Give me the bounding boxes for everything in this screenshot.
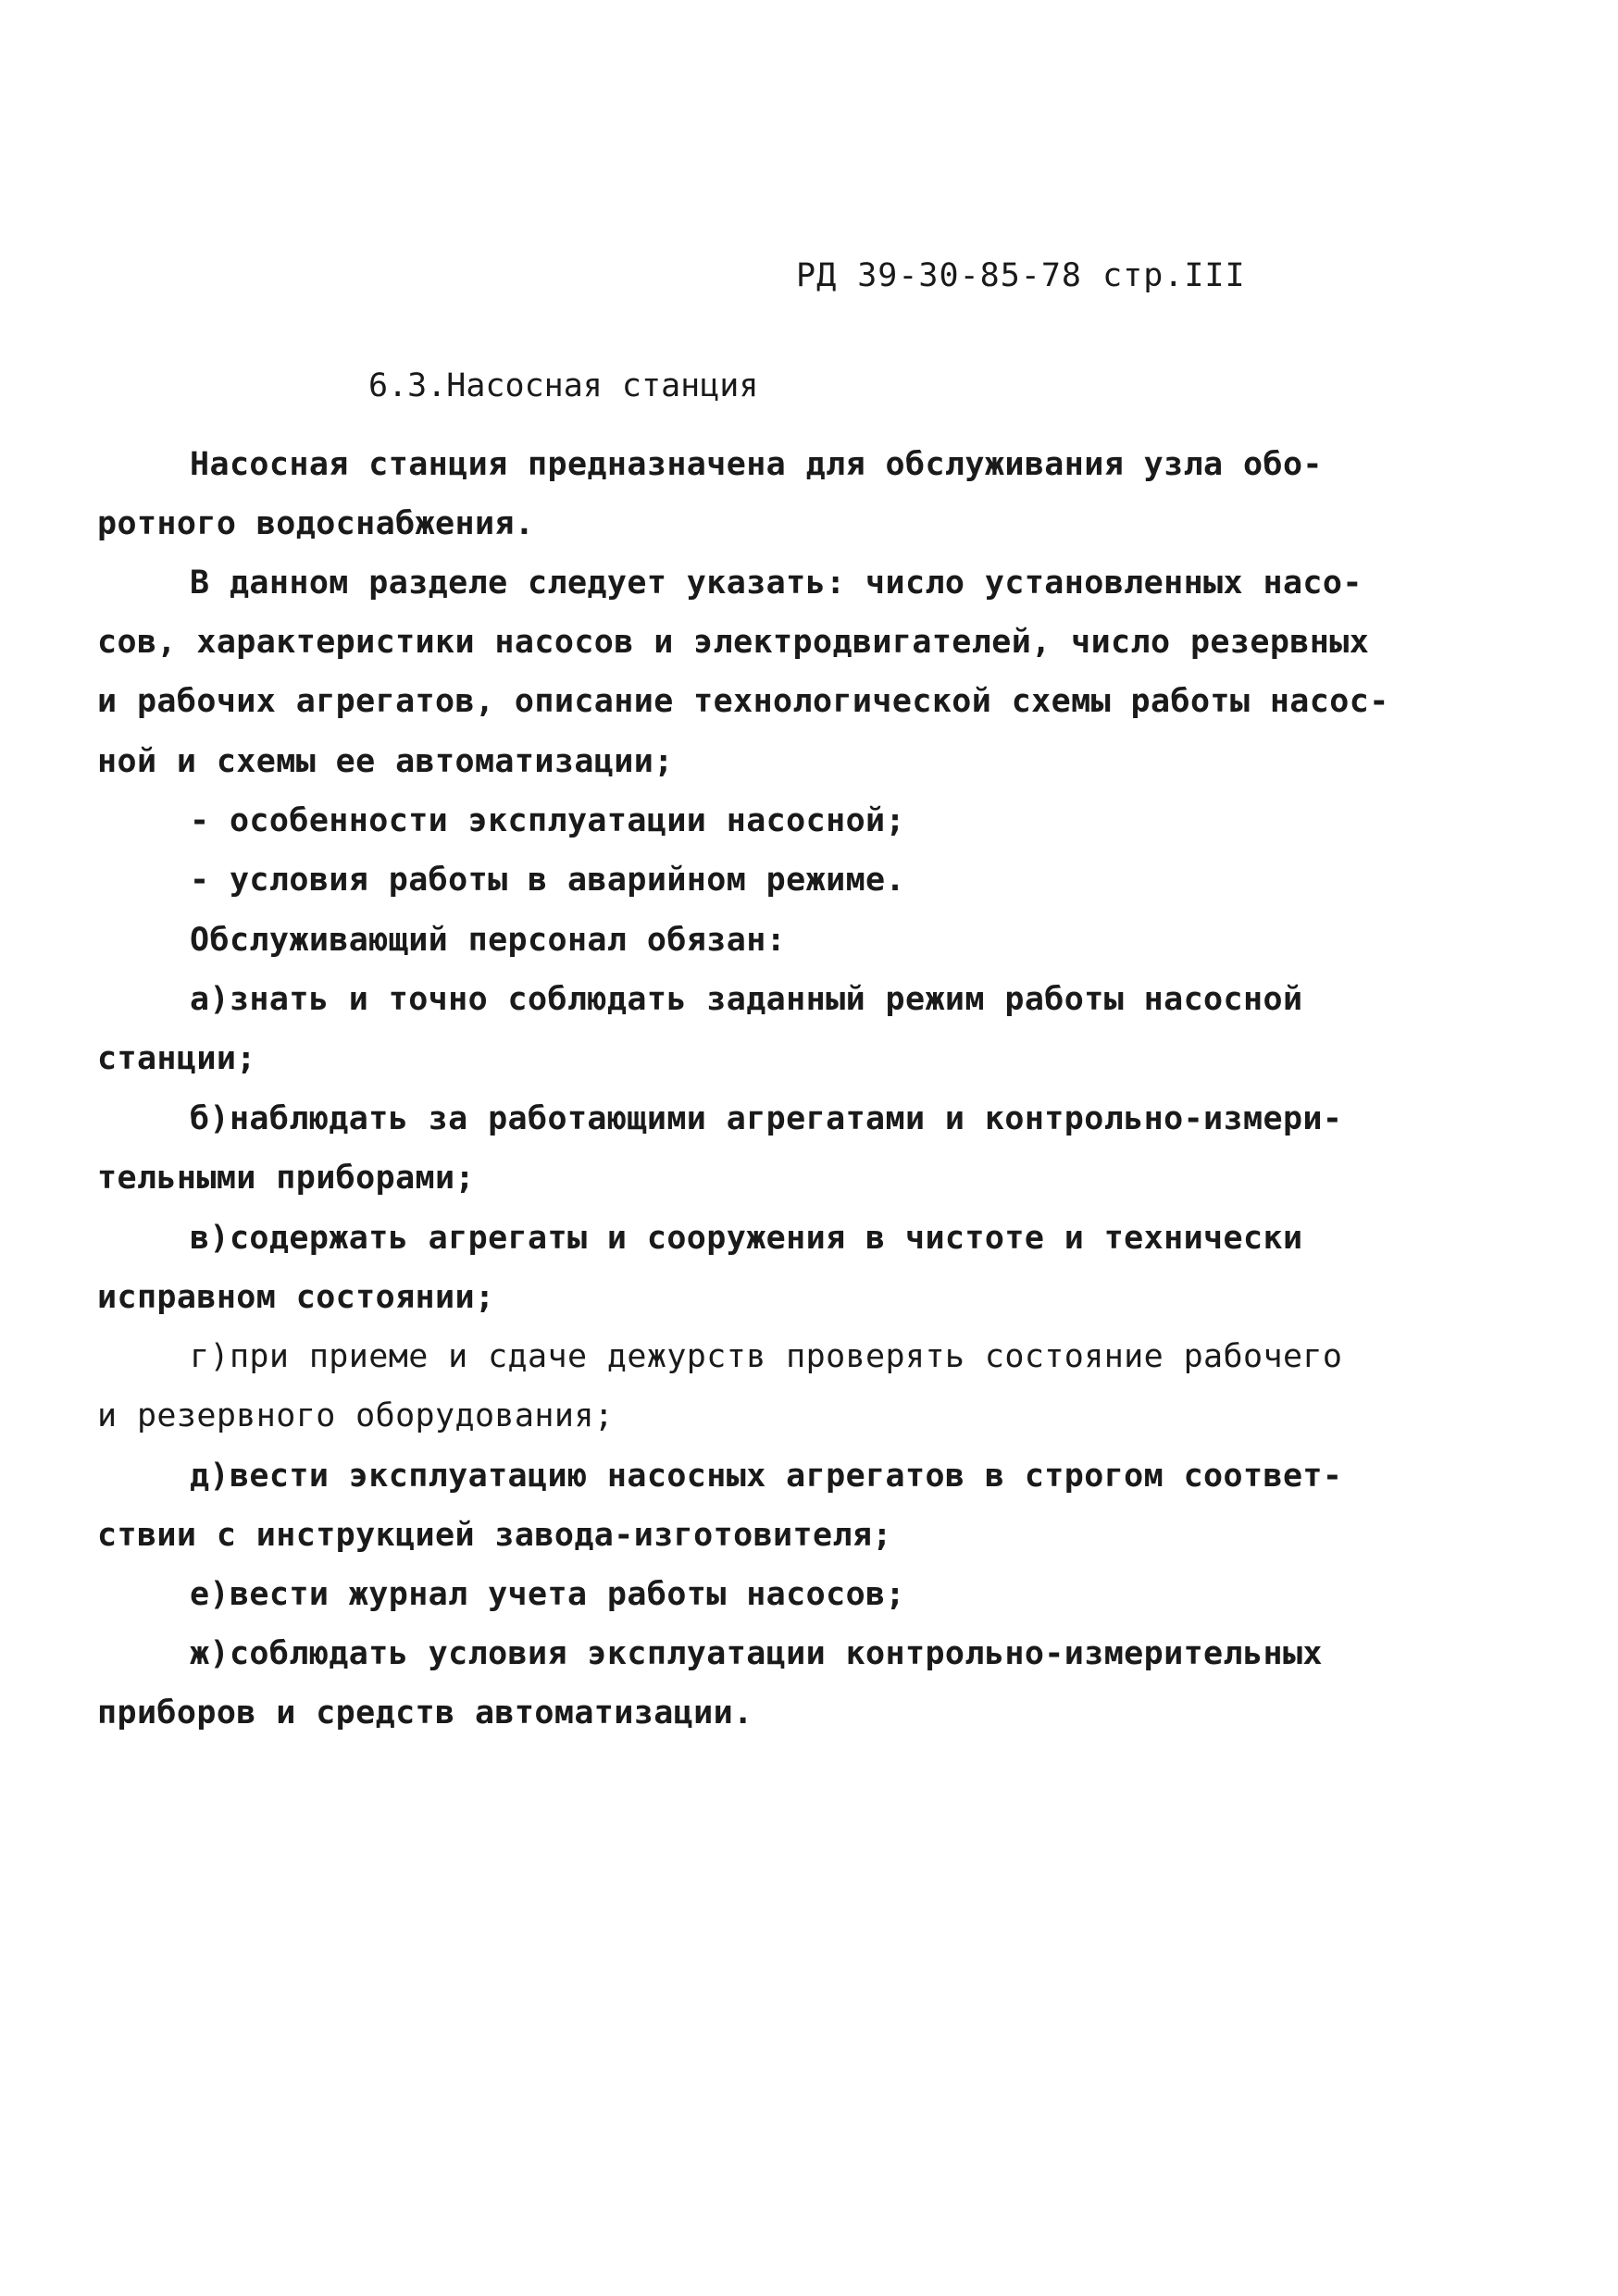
paragraph-line: Насосная станция предназначена для обслуживания узла обо-: [190, 446, 1323, 483]
list-item-continuation: исправном состоянии;: [97, 1279, 495, 1316]
list-item: - особенности эксплуатации насосной;: [190, 802, 905, 839]
list-item: ж)соблюдать условия эксплуатации контрольно-измерительных: [190, 1635, 1323, 1672]
list-item: б)наблюдать за работающими агрегатами и контрольно-измери-: [190, 1100, 1343, 1137]
list-item-continuation: приборов и средств автоматизации.: [97, 1694, 753, 1731]
list-item-continuation: ствии с инструкцией завода-изготовителя;: [97, 1517, 892, 1554]
list-item: г)при приеме и сдаче дежурств проверять состояние рабочего: [190, 1338, 1343, 1375]
list-item-continuation: станции;: [97, 1040, 256, 1077]
paragraph-line: Обслуживающий персонал обязан:: [190, 922, 787, 959]
paragraph-line: ротного водоснабжения.: [97, 505, 535, 542]
paragraph-line: сов, характеристики насосов и электродвигателей, число резервных: [97, 624, 1370, 661]
list-item: - условия работы в аварийном режиме.: [190, 862, 905, 899]
paragraph-line: ной и схемы ее автоматизации;: [97, 743, 674, 780]
section-title: 6.3.Насосная станция: [368, 367, 759, 404]
list-item: е)вести журнал учета работы насосов;: [190, 1576, 905, 1613]
list-item: а)знать и точно соблюдать заданный режим работы насосной: [190, 981, 1303, 1018]
paragraph-line: В данном разделе следует указать: число установленных насо-: [190, 565, 1363, 602]
list-item: д)вести эксплуатацию насосных агрегатов в строгом соответ-: [190, 1458, 1343, 1495]
paragraph-line: и рабочих агрегатов, описание технологической схемы работы насос-: [97, 683, 1389, 720]
list-item: в)содержать агрегаты и сооружения в чистоте и технически: [190, 1220, 1303, 1257]
list-item-continuation: и резервного оборудования;: [97, 1397, 615, 1434]
document-reference: РД 39-30-85-78 стр.III: [796, 257, 1246, 294]
list-item-continuation: тельными приборами;: [97, 1160, 475, 1197]
